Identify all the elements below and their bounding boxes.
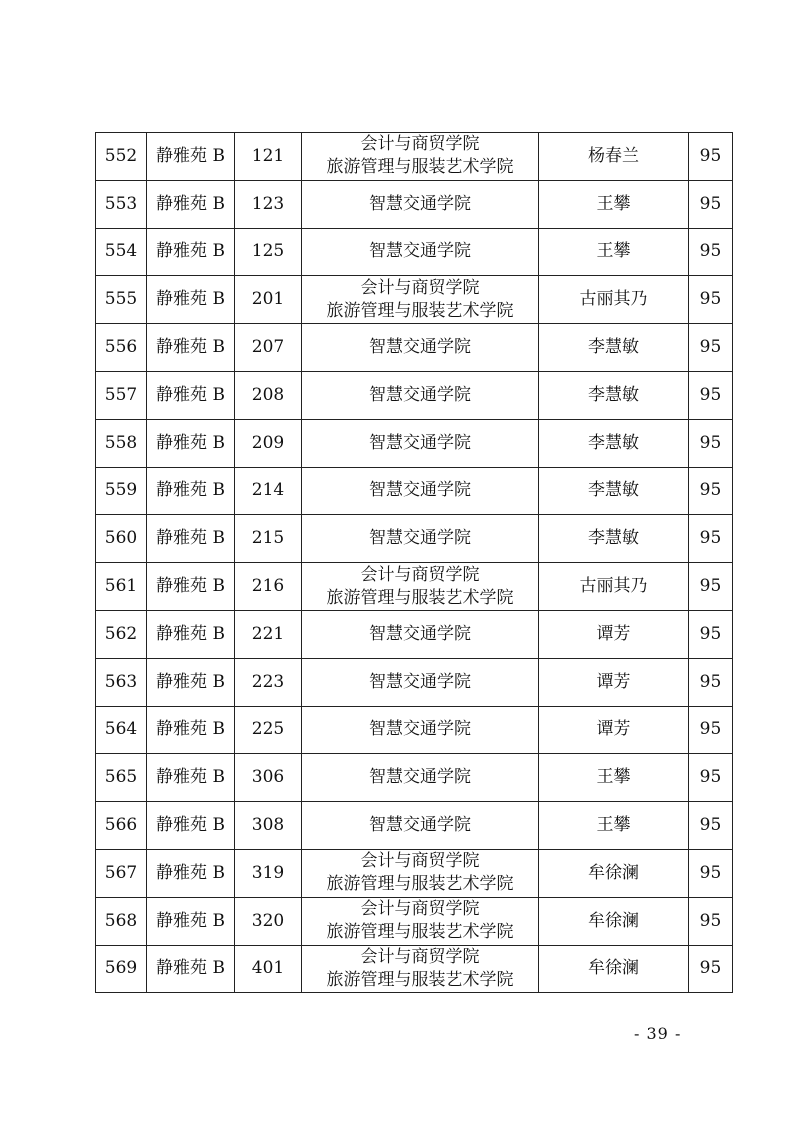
college-name-line: 会计与商贸学院	[360, 277, 480, 298]
college-name-line: 旅游管理与服装艺术学院	[326, 874, 514, 895]
row-number-cell: 556	[96, 324, 147, 372]
score-cell: 95	[689, 515, 733, 563]
row-number-cell: 552	[96, 133, 147, 181]
table-row	[96, 133, 733, 181]
building-cell: 静雅苑 B	[147, 133, 235, 181]
row-number-cell: 553	[96, 180, 147, 228]
building-cell: 静雅苑 B	[147, 610, 235, 658]
college-name-line: 智慧交通学院	[369, 623, 471, 644]
score-cell: 95	[689, 324, 733, 372]
score-cell: 95	[689, 133, 733, 181]
row-number-cell: 566	[96, 802, 147, 850]
college-cell	[302, 180, 539, 228]
person-cell: 王攀	[539, 754, 689, 802]
college-cell	[302, 467, 539, 515]
row-number-cell: 562	[96, 610, 147, 658]
person-cell: 李慧敏	[539, 419, 689, 467]
page-number: - 39 -	[634, 1024, 682, 1043]
table-row	[96, 945, 733, 993]
college-name-line: 会计与商贸学院	[360, 946, 480, 967]
college-name-line: 智慧交通学院	[369, 241, 471, 262]
room-number-cell: 201	[235, 276, 302, 324]
college-cell	[302, 515, 539, 563]
college-name-line: 智慧交通学院	[369, 719, 471, 740]
room-number-cell: 308	[235, 802, 302, 850]
score-cell: 95	[689, 658, 733, 706]
table-body	[96, 133, 733, 993]
building-cell: 静雅苑 B	[147, 419, 235, 467]
table-row	[96, 371, 733, 419]
row-number-cell: 558	[96, 419, 147, 467]
row-number-cell: 567	[96, 849, 147, 897]
room-number-cell: 401	[235, 945, 302, 993]
college-name-line: 会计与商贸学院	[360, 899, 480, 920]
college-cell	[302, 563, 539, 611]
table-row	[96, 610, 733, 658]
row-number-cell: 563	[96, 658, 147, 706]
score-cell: 95	[689, 802, 733, 850]
building-cell: 静雅苑 B	[147, 324, 235, 372]
college-cell	[302, 849, 539, 897]
college-cell	[302, 897, 539, 945]
college-name-line: 智慧交通学院	[369, 815, 471, 836]
table-row	[96, 467, 733, 515]
college-cell	[302, 276, 539, 324]
person-cell: 谭芳	[539, 610, 689, 658]
person-cell: 李慧敏	[539, 515, 689, 563]
person-cell: 古丽其乃	[539, 563, 689, 611]
room-number-cell: 209	[235, 419, 302, 467]
score-cell: 95	[689, 849, 733, 897]
table-row	[96, 324, 733, 372]
score-cell: 95	[689, 610, 733, 658]
row-number-cell: 564	[96, 706, 147, 754]
person-cell: 王攀	[539, 180, 689, 228]
building-cell: 静雅苑 B	[147, 706, 235, 754]
college-name-line: 旅游管理与服装艺术学院	[326, 969, 514, 990]
row-number-cell: 560	[96, 515, 147, 563]
building-cell: 静雅苑 B	[147, 897, 235, 945]
row-number-cell: 559	[96, 467, 147, 515]
person-cell: 古丽其乃	[539, 276, 689, 324]
room-number-cell: 125	[235, 228, 302, 276]
table-row	[96, 897, 733, 945]
person-cell: 谭芳	[539, 706, 689, 754]
college-cell	[302, 133, 539, 181]
college-name-line: 旅游管理与服装艺术学院	[326, 587, 514, 608]
table-row	[96, 563, 733, 611]
college-name-line: 智慧交通学院	[369, 480, 471, 501]
college-name-line: 智慧交通学院	[369, 384, 471, 405]
room-number-cell: 221	[235, 610, 302, 658]
person-cell: 王攀	[539, 802, 689, 850]
person-cell: 李慧敏	[539, 324, 689, 372]
row-number-cell: 565	[96, 754, 147, 802]
college-name-line: 会计与商贸学院	[360, 564, 480, 585]
row-number-cell: 555	[96, 276, 147, 324]
college-cell	[302, 610, 539, 658]
table-row	[96, 802, 733, 850]
college-name-line: 旅游管理与服装艺术学院	[326, 157, 514, 178]
score-cell: 95	[689, 371, 733, 419]
college-cell	[302, 754, 539, 802]
college-name-line: 会计与商贸学院	[360, 134, 480, 155]
building-cell: 静雅苑 B	[147, 467, 235, 515]
room-number-cell: 207	[235, 324, 302, 372]
room-number-cell: 320	[235, 897, 302, 945]
college-cell	[302, 658, 539, 706]
building-cell: 静雅苑 B	[147, 658, 235, 706]
college-cell	[302, 324, 539, 372]
person-cell: 牟徐澜	[539, 945, 689, 993]
room-number-cell: 216	[235, 563, 302, 611]
college-cell	[302, 419, 539, 467]
dormitory-table	[95, 132, 733, 993]
score-cell: 95	[689, 467, 733, 515]
table-row	[96, 180, 733, 228]
college-name-line: 智慧交通学院	[369, 528, 471, 549]
building-cell: 静雅苑 B	[147, 754, 235, 802]
person-cell: 谭芳	[539, 658, 689, 706]
row-number-cell: 569	[96, 945, 147, 993]
score-cell: 95	[689, 945, 733, 993]
room-number-cell: 223	[235, 658, 302, 706]
person-cell: 牟徐澜	[539, 849, 689, 897]
table-row	[96, 515, 733, 563]
person-cell: 王攀	[539, 228, 689, 276]
room-number-cell: 208	[235, 371, 302, 419]
room-number-cell: 319	[235, 849, 302, 897]
college-cell	[302, 706, 539, 754]
score-cell: 95	[689, 754, 733, 802]
table-row	[96, 419, 733, 467]
room-number-cell: 225	[235, 706, 302, 754]
table-row	[96, 658, 733, 706]
score-cell: 95	[689, 706, 733, 754]
table-row	[96, 276, 733, 324]
college-name-line: 智慧交通学院	[369, 767, 471, 788]
person-cell: 杨春兰	[539, 133, 689, 181]
score-cell: 95	[689, 897, 733, 945]
score-cell: 95	[689, 419, 733, 467]
person-cell: 李慧敏	[539, 467, 689, 515]
building-cell: 静雅苑 B	[147, 371, 235, 419]
building-cell: 静雅苑 B	[147, 276, 235, 324]
table-row	[96, 228, 733, 276]
score-cell: 95	[689, 180, 733, 228]
row-number-cell: 554	[96, 228, 147, 276]
person-cell: 牟徐澜	[539, 897, 689, 945]
person-cell: 李慧敏	[539, 371, 689, 419]
college-name-line: 会计与商贸学院	[360, 851, 480, 872]
building-cell: 静雅苑 B	[147, 563, 235, 611]
building-cell: 静雅苑 B	[147, 945, 235, 993]
score-cell: 95	[689, 228, 733, 276]
room-number-cell: 306	[235, 754, 302, 802]
college-cell	[302, 228, 539, 276]
college-name-line: 旅游管理与服装艺术学院	[326, 922, 514, 943]
college-cell	[302, 802, 539, 850]
building-cell: 静雅苑 B	[147, 849, 235, 897]
table-row	[96, 849, 733, 897]
building-cell: 静雅苑 B	[147, 180, 235, 228]
row-number-cell: 561	[96, 563, 147, 611]
college-name-line: 智慧交通学院	[369, 193, 471, 214]
college-name-line: 智慧交通学院	[369, 337, 471, 358]
table-row	[96, 706, 733, 754]
building-cell: 静雅苑 B	[147, 802, 235, 850]
room-number-cell: 214	[235, 467, 302, 515]
row-number-cell: 557	[96, 371, 147, 419]
table-row	[96, 754, 733, 802]
score-cell: 95	[689, 563, 733, 611]
score-cell: 95	[689, 276, 733, 324]
college-name-line: 智慧交通学院	[369, 671, 471, 692]
college-cell	[302, 371, 539, 419]
building-cell: 静雅苑 B	[147, 228, 235, 276]
building-cell: 静雅苑 B	[147, 515, 235, 563]
room-number-cell: 123	[235, 180, 302, 228]
room-number-cell: 215	[235, 515, 302, 563]
room-number-cell: 121	[235, 133, 302, 181]
college-name-line: 旅游管理与服装艺术学院	[326, 300, 514, 321]
college-cell	[302, 945, 539, 993]
college-name-line: 智慧交通学院	[369, 432, 471, 453]
row-number-cell: 568	[96, 897, 147, 945]
